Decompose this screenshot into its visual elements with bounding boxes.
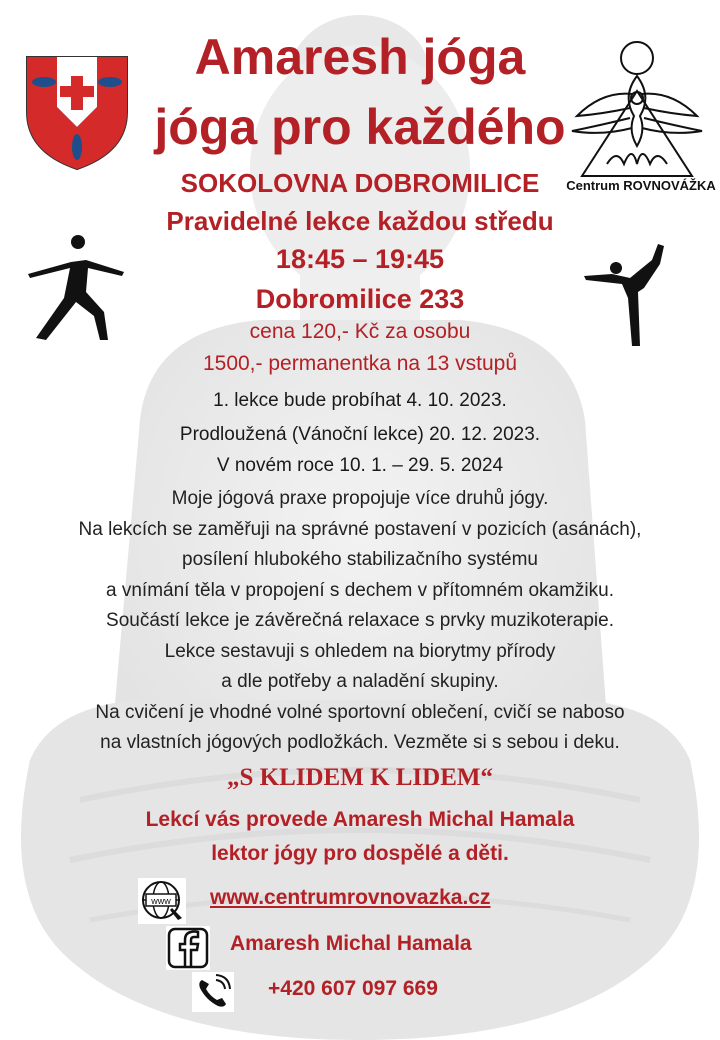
christmas-lesson-date: Prodloužená (Vánoční lekce) 20. 12. 2023. xyxy=(179,424,541,445)
phone-icon xyxy=(192,972,234,1012)
description-block xyxy=(0,484,720,759)
title-line-2: jóga pro každého xyxy=(154,99,566,155)
description-line: Lekce sestavuji s ohledem na biorytmy přírody xyxy=(164,640,556,662)
globe-www-icon xyxy=(138,878,186,924)
description-line: Na cvičení je vhodné volné sportovní oblečení, cvičí se naboso xyxy=(95,701,625,723)
lesson-time: 18:45 – 19:45 xyxy=(275,244,445,274)
facebook-name[interactable]: Amaresh Michal Hamala xyxy=(230,932,472,955)
new-year-dates: V novém roce 10. 1. – 29. 5. 2024 xyxy=(216,455,504,476)
venue-address: Dobromilice 233 xyxy=(255,284,465,314)
title-line-1: Amaresh jóga xyxy=(194,29,526,85)
description-line: Moje jógová praxe propojuje více druhů jógy. xyxy=(171,488,549,509)
motto: „S KLIDEM K LIDEM“ xyxy=(226,764,493,791)
facebook-icon xyxy=(166,926,210,970)
centrum-logo-label: Centrum ROVNOVÁŽKA xyxy=(566,178,716,193)
website-link[interactable]: www.centrumrovnovazka.cz xyxy=(210,886,491,909)
www-icon-text: www xyxy=(151,896,171,906)
description-line: a vnímání těla v propojení s dechem v přítomném okamžiku. xyxy=(106,579,614,601)
instructor-role: lektor jógy pro dospělé a děti. xyxy=(211,842,509,865)
phone-number[interactable]: +420 607 097 669 xyxy=(268,977,438,1000)
season-pass-price: 1500,- permanentka na 13 vstupů xyxy=(202,352,518,375)
description-line: posílení hlubokého stabilizačního systému xyxy=(182,549,538,570)
venue-name: SOKOLOVNA DOBROMILICE xyxy=(180,168,540,198)
description-line: a dle potřeby a naladění skupiny. xyxy=(221,671,499,692)
regular-lessons: Pravidelné lekce každou středu xyxy=(166,206,554,236)
description-line: na vlastních jógových podložkách. Vezměte si s sebou i deku. xyxy=(100,732,620,753)
first-lesson-date: 1. lekce bude probíhat 4. 10. 2023. xyxy=(213,390,507,411)
description-line: Součástí lekce je závěrečná relaxace s prvky muzikoterapie. xyxy=(106,610,614,631)
instructor-line: Lekcí vás provede Amaresh Michal Hamala xyxy=(145,808,575,831)
description-line: Na lekcích se zaměřuji na správné postavení v pozicích (asánách), xyxy=(78,518,642,540)
price-per-person: cena 120,- Kč za osobu xyxy=(249,320,471,343)
